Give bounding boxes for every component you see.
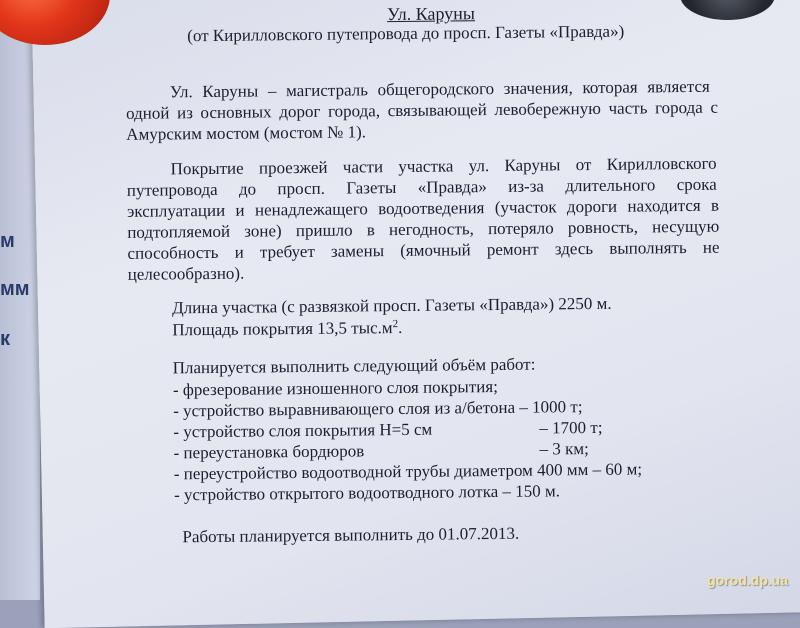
- work-item: - устройство выравнивающего слоя из а/бетона – 1000 т;: [173, 397, 583, 421]
- paragraph-line: одной из основных дорог города, связывающей левобережную часть города с: [125, 97, 719, 123]
- works-intro: Планируется выполнить следующий объём работ:: [172, 354, 536, 378]
- document-title: Ул. Каруны: [386, 3, 476, 25]
- work-item: - устройство открытого водоотводного лотка – 150 м.: [173, 481, 561, 505]
- deadline-line: Работы планируется выполнить до 01.07.2013.: [182, 523, 520, 547]
- work-item: - переустановка бордюров – 3 км;: [173, 439, 589, 463]
- length-line: Длина участка (с развязкой просп. Газеты «Правда») 2250 м.: [171, 293, 612, 318]
- paragraph-line: Амурским мостом (мостом № 1).: [126, 122, 367, 144]
- paragraph-line: способность и требует замены (ямочный ремонт здесь выполнять не: [127, 237, 720, 263]
- area-line: Площадь покрытия 13,5 $тыс.м^2$.: [172, 317, 403, 340]
- work-amount: – 3 км;: [539, 439, 589, 459]
- document-subtitle: (от Кирилловского путепровода до просп. Газеты «Правда»): [187, 21, 625, 46]
- work-item: - устройство слоя покрытия Н=5 см – 1700 т;: [173, 417, 603, 442]
- work-amount: – 1700 т;: [539, 417, 603, 438]
- margin-fragment: м: [0, 230, 15, 252]
- paragraph-line: эксплуатации и ненадлежащего водоотведения (участок дороги находится в: [126, 195, 720, 221]
- margin-fragment: к: [0, 328, 11, 350]
- paragraph-line: подтопляемой зоне) пришло в негодность, потеряло ровность, несущую: [127, 216, 720, 242]
- paragraph-line: целесообразно).: [127, 263, 245, 284]
- paragraph-line: Покрытие проезжей части участка ул. Каруны от Кирилловского: [170, 153, 717, 179]
- work-item: - переустройство водоотводной трубы диаметром 400 мм – 60 м;: [173, 459, 643, 484]
- work-item: - фрезерование изношенного слоя покрытия;: [172, 376, 498, 400]
- paragraph-line: путепровода до просп. Газеты «Правда» из-за длительного срока: [126, 174, 717, 200]
- watermark: gorod.dp.ua: [707, 572, 788, 588]
- paragraph-line: Ул. Каруны – магистраль общегородского значения, которая является: [169, 76, 710, 102]
- margin-fragment: мм: [0, 278, 30, 300]
